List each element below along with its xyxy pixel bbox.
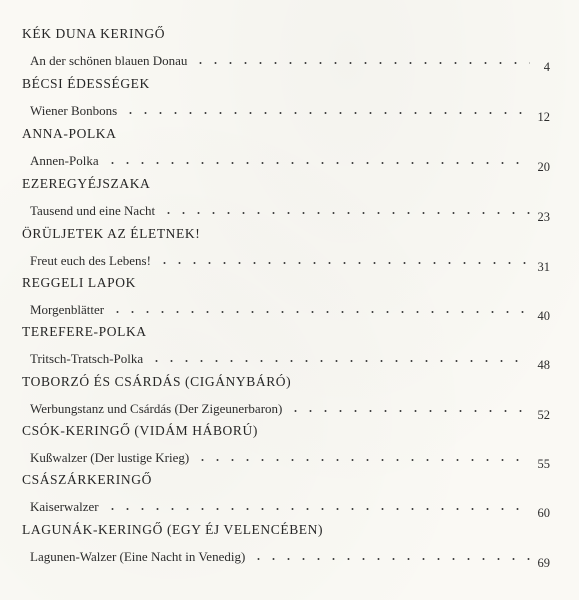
entry-subtitle-row: [30, 499, 550, 520]
entry-subtitle: Tausend und eine Nacht: [30, 203, 156, 218]
dot-leader: [149, 351, 530, 363]
dot-leader: [251, 549, 530, 561]
entry-subtitle: Tritsch-Tratsch-Polka: [30, 351, 144, 366]
entry-subtitle-row: [30, 53, 550, 74]
entry-subtitle-row: [30, 351, 550, 372]
entry-page-number: 55: [537, 457, 550, 471]
toc-entry: [0, 472, 579, 522]
entry-title: LAGUNÁK-KERINGŐ (EGY ÉJ VELENCÉBEN): [22, 522, 324, 537]
entry-subtitle: An der schönen blauen Donau: [30, 53, 188, 68]
dot-leader: [105, 153, 530, 165]
entry-subtitle: Annen-Polka: [30, 153, 99, 168]
entry-subtitle-row: [30, 153, 550, 174]
entry-subtitle-row: [30, 450, 550, 471]
entry-subtitle-row: [30, 253, 550, 274]
entry-page-number: 40: [537, 309, 550, 323]
entry-title: ANNA-POLKA: [22, 126, 117, 141]
toc-entry: [0, 226, 579, 276]
toc-entry: [0, 275, 579, 325]
toc-entry: [0, 126, 579, 176]
dot-leader: [157, 253, 530, 265]
entry-subtitle-row: [30, 103, 550, 124]
entry-page-number: 31: [537, 260, 550, 274]
entry-title: CSÓK-KERINGŐ (VIDÁM HÁBORÚ): [22, 423, 258, 438]
entry-page-number: 52: [537, 408, 550, 422]
toc-entry: [0, 522, 579, 572]
entry-page-number: 69: [537, 556, 550, 570]
toc-entry: [0, 374, 579, 424]
toc-entry: [0, 76, 579, 126]
entry-page-number: 23: [537, 210, 550, 224]
entry-title: TEREFERE-POLKA: [22, 324, 147, 339]
entry-subtitle: Kaiserwalzer: [30, 499, 99, 514]
entry-page-number: 20: [537, 160, 550, 174]
toc-entry: [0, 423, 579, 473]
entry-page-number: 48: [537, 358, 550, 372]
toc-entry: [0, 26, 579, 76]
entry-subtitle-row: [30, 203, 550, 224]
entry-title: KÉK DUNA KERINGŐ: [22, 26, 166, 41]
entry-subtitle: Lagunen-Walzer (Eine Nacht in Venedig): [30, 549, 246, 564]
toc-entry: [0, 176, 579, 226]
entry-subtitle-row: [30, 401, 550, 422]
entry-title: EZEREGYÉJSZAKA: [22, 176, 151, 191]
dot-leader: [105, 499, 530, 511]
dot-leader: [195, 450, 530, 462]
entry-page-number: 4: [543, 60, 550, 74]
dot-leader: [288, 401, 530, 413]
entry-subtitle: Morgenblätter: [30, 302, 105, 317]
entry-subtitle-row: [30, 302, 550, 323]
toc-entry: [0, 324, 579, 374]
entry-title: BÉCSI ÉDESSÉGEK: [22, 76, 150, 91]
entry-title: CSÁSZÁRKERINGŐ: [22, 472, 152, 487]
entry-subtitle: Werbungstanz und Csárdás (Der Zigeunerbaron): [30, 401, 283, 416]
dot-leader: [193, 53, 530, 65]
entry-title: TOBORZÓ ÉS CSÁRDÁS (CIGÁNYBÁRÓ): [22, 374, 292, 389]
dot-leader: [110, 302, 530, 314]
entry-title: ÖRÜLJETEK AZ ÉLETNEK!: [22, 226, 201, 241]
entry-title: REGGELI LAPOK: [22, 275, 136, 290]
entry-subtitle: Freut euch des Lebens!: [30, 253, 151, 268]
dot-leader: [161, 203, 530, 215]
dot-leader: [123, 103, 530, 115]
entry-page-number: 12: [537, 110, 550, 124]
entry-subtitle: Kußwalzer (Der lustige Krieg): [30, 450, 190, 465]
entry-subtitle-row: [30, 549, 550, 570]
entry-subtitle: Wiener Bonbons: [30, 103, 118, 118]
entry-page-number: 60: [537, 506, 550, 520]
